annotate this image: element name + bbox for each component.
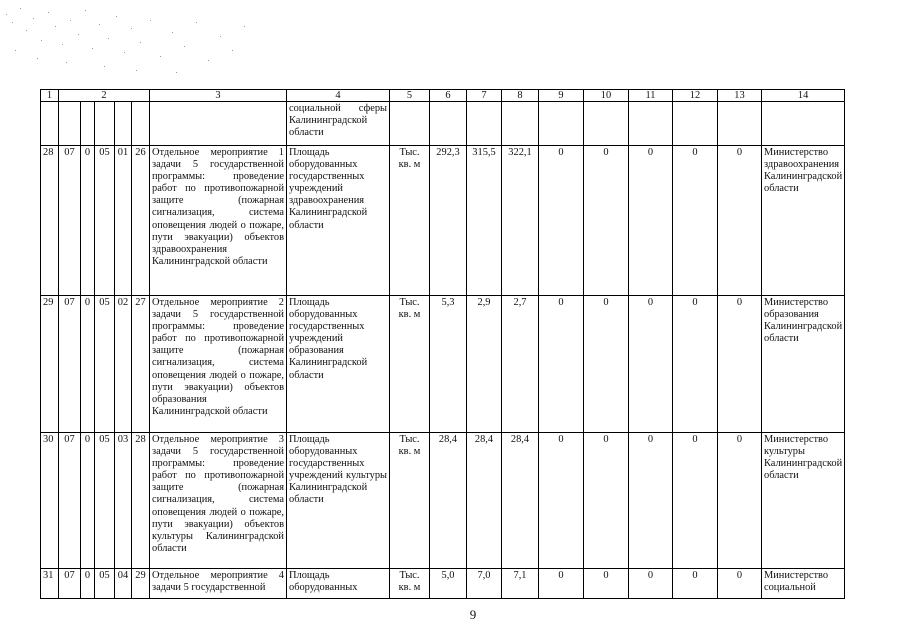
value-col-10: 0 <box>584 569 629 599</box>
unit: Тыс. кв. м <box>390 146 430 296</box>
code-indicator: 27 <box>132 296 150 433</box>
table-row <box>41 433 845 569</box>
unit: Тыс. кв. м <box>390 433 430 569</box>
col-num-13: 13 <box>718 90 762 102</box>
continued-indicator: социальной сферы Калининградской области <box>287 102 390 146</box>
scan-noise <box>0 0 260 90</box>
code-task: 05 <box>95 296 115 433</box>
code-task: 05 <box>95 433 115 569</box>
indicator-name: Площадь оборудованных государственных учреждений здравоохранения Калининградской области <box>287 146 390 296</box>
value-col-11: 0 <box>629 569 673 599</box>
code-indicator: 28 <box>132 433 150 569</box>
measure-name: Отдельное мероприятие 3 задачи 5 государственной программы: проведение работ по противопожарной защите (пожарная сигнализация, система оповещения людей о пожаре, пути эвакуации) объектов культуры Калининградской области <box>150 433 287 569</box>
value-col-8: 322,1 <box>502 146 539 296</box>
value-col-7: 2,9 <box>467 296 502 433</box>
value-col-9: 0 <box>539 146 584 296</box>
value-col-6: 5,3 <box>430 296 467 433</box>
col-num-10: 10 <box>584 90 629 102</box>
value-col-11: 0 <box>629 433 673 569</box>
responsible-executor: Министерство культуры Калининградской области <box>762 433 845 569</box>
code-task: 05 <box>95 569 115 599</box>
code-measure: 03 <box>115 433 132 569</box>
value-col-10: 0 <box>584 433 629 569</box>
column-number-row <box>41 90 845 102</box>
col-num-4: 4 <box>287 90 390 102</box>
code-task: 05 <box>95 146 115 296</box>
value-col-9: 0 <box>539 296 584 433</box>
indicator-name: Площадь оборудованных государственных учреждений культуры Калининградской области <box>287 433 390 569</box>
value-col-12: 0 <box>673 146 718 296</box>
value-col-8: 28,4 <box>502 433 539 569</box>
value-col-13: 0 <box>718 433 762 569</box>
row-number: 31 <box>41 569 59 599</box>
value-col-8: 2,7 <box>502 296 539 433</box>
measure-name: Отдельное мероприятие 1 задачи 5 государственной программы: проведение работ по противопожарной защите (пожарная сигнализация, система оповещения людей о пожаре, пути эвакуации) объектов здравоохранения Калининградской области <box>150 146 287 296</box>
col-num-6: 6 <box>430 90 467 102</box>
value-col-7: 315,5 <box>467 146 502 296</box>
value-col-6: 28,4 <box>430 433 467 569</box>
code-subprogram: 0 <box>81 433 95 569</box>
value-col-10: 0 <box>584 146 629 296</box>
value-col-10: 0 <box>584 296 629 433</box>
col-num-14: 14 <box>762 90 845 102</box>
code-subprogram: 0 <box>81 146 95 296</box>
value-col-12: 0 <box>673 569 718 599</box>
program-indicators-table <box>40 89 845 599</box>
value-col-9: 0 <box>539 433 584 569</box>
value-col-12: 0 <box>673 433 718 569</box>
code-measure: 02 <box>115 296 132 433</box>
col-num-1: 1 <box>41 90 59 102</box>
indicator-name: Площадь оборудованных государственных учреждений образования Калининградской области <box>287 296 390 433</box>
code-subprogram: 0 <box>81 296 95 433</box>
col-num-11: 11 <box>629 90 673 102</box>
code-indicator: 29 <box>132 569 150 599</box>
responsible-executor: Министерство социальной <box>762 569 845 599</box>
code-program: 07 <box>59 146 81 296</box>
code-indicator: 26 <box>132 146 150 296</box>
continuation-row <box>41 102 845 146</box>
measure-name: Отдельное мероприятие 4 задачи 5 государственной <box>150 569 287 599</box>
page-number: 9 <box>469 607 477 622</box>
code-measure: 04 <box>115 569 132 599</box>
table-row <box>41 146 845 296</box>
value-col-6: 5,0 <box>430 569 467 599</box>
col-num-9: 9 <box>539 90 584 102</box>
value-col-11: 0 <box>629 296 673 433</box>
col-num-12: 12 <box>673 90 718 102</box>
value-col-6: 292,3 <box>430 146 467 296</box>
value-col-13: 0 <box>718 296 762 433</box>
col-num-2: 2 <box>59 90 150 102</box>
unit: Тыс. кв. м <box>390 569 430 599</box>
row-number: 30 <box>41 433 59 569</box>
col-num-5: 5 <box>390 90 430 102</box>
row-number: 28 <box>41 146 59 296</box>
code-measure: 01 <box>115 146 132 296</box>
value-col-7: 28,4 <box>467 433 502 569</box>
col-num-3: 3 <box>150 90 287 102</box>
value-col-11: 0 <box>629 146 673 296</box>
value-col-7: 7,0 <box>467 569 502 599</box>
code-program: 07 <box>59 433 81 569</box>
table-row <box>41 296 845 433</box>
code-program: 07 <box>59 296 81 433</box>
code-program: 07 <box>59 569 81 599</box>
value-col-13: 0 <box>718 569 762 599</box>
value-col-13: 0 <box>718 146 762 296</box>
responsible-executor: Министерство образования Калининградской области <box>762 296 845 433</box>
measure-name: Отдельное мероприятие 2 задачи 5 государственной программы: проведение работ по противопожарной защите (пожарная сигнализация, система оповещения людей о пожаре, пути эвакуации) объектов образования Калининградской области <box>150 296 287 433</box>
unit: Тыс. кв. м <box>390 296 430 433</box>
row-number: 29 <box>41 296 59 433</box>
code-subprogram: 0 <box>81 569 95 599</box>
value-col-12: 0 <box>673 296 718 433</box>
indicator-name: Площадь оборудованных <box>287 569 390 599</box>
value-col-9: 0 <box>539 569 584 599</box>
col-num-8: 8 <box>502 90 539 102</box>
value-col-8: 7,1 <box>502 569 539 599</box>
responsible-executor: Министерство здравоохранения Калининградской области <box>762 146 845 296</box>
col-num-7: 7 <box>467 90 502 102</box>
table-row <box>41 569 845 599</box>
